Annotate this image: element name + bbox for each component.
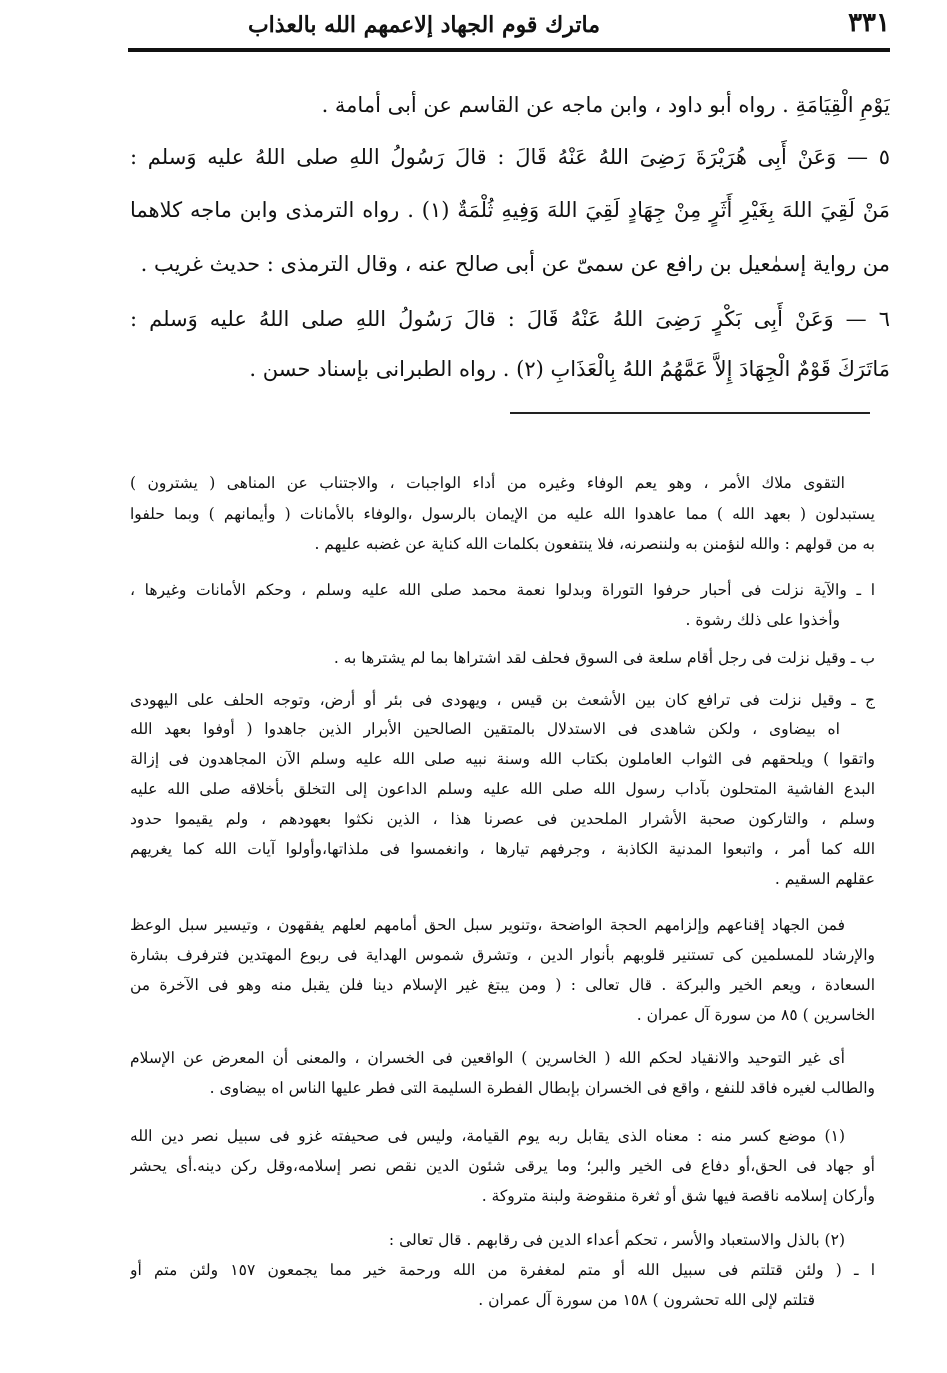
- footnote-line: عقلهم السقيم .: [774, 870, 875, 888]
- footnote-line: والطالب لغيره فاقد للنفع ، واقع فى الخسران بإبطال الفطرة السليمة التى فطر عليها الناس اه بيضاوى .: [209, 1079, 875, 1097]
- footnote-line: الخاسرين ) ٨٥ من سورة آل عمران .: [636, 1006, 875, 1024]
- text-line: مَنْ لَقِيَ اللهَ بِغَيْرِ أَثَرٍ مِنْ جِهَادٍ لَقِيَ اللهَ وَفِيهِ ثُلْمَةٌ (١) . رواه الترمذى وابن ماجه كلاهما: [130, 198, 890, 222]
- footnote-line: ب ـ وقيل نزلت فى رجل أقام سلعة فى السوق فحلف لقد اشتراها بما لم يشترها به .: [333, 649, 875, 667]
- footnote-line: الله كما أمر ، واتبعوا المدنية الكاذبة ، وجرفهم تيارها ، وانغمسوا فى ملذاتها،وأولوا آيات الله كما يغريهم: [130, 840, 875, 858]
- footnote-line: يستبدلون ( بعهد الله ) مما عاهدوا الله عليه من الإيمان بالرسول ،والوفاء بالأمانات ( وأيمانهم ) وبما حلفوا: [130, 505, 875, 523]
- footnote-line: ج ـ وقيل نزلت فى ترافع كان بين الأشعث بن قيس ، ويهودى فى بئر أو أرض، وتوجه الحلف على اليهودى: [130, 691, 875, 709]
- footnote-line: السعادة ، ويعم الخير والبركة . قال تعالى : ( ومن يبتغ غير الإسلام دينا فلن يقبل منه وهو فى الآخرة من: [130, 976, 875, 994]
- footnote-line: ا ـ ( ولئن قتلتم فى سبيل الله أو متم لمغفرة من الله ورحمة خير مما يجمعون ١٥٧ ولئن متم أو: [130, 1261, 875, 1279]
- footnote-line: (١) موضع كسر منه : معناه الذى يقابل ربه يوم القيامة، وليس فى صحيفته غزو فى سبيل نصر دين الله: [130, 1127, 845, 1145]
- footnote-line: وأخذوا على ذلك رشوة .: [685, 611, 840, 629]
- footnote-line: (٢) بالذل والاستعباد والأسر ، تحكم أعداء الدين فى رقابهم . قال تعالى :: [388, 1231, 845, 1249]
- text-line: ٥ — وَعَنْ أَبِى هُرَيْرَةَ رَضِىَ اللهُ عَنْهُ قَالَ : قالَ رَسُولُ اللهِ صلى اللهُ عليه وَسلم :: [130, 145, 890, 169]
- text-line: من رواية إسمٰعيل بن رافع عن سمىّ عن أبى صالح عنه ، وقال الترمذى : حديث غريب .: [140, 252, 890, 276]
- footnote-line: البدع الفاشية المتحلون بآداب رسول الله صلى الله عليه وسلم الداعون إلى التخلق بأخلاقه صلى الله عليه: [130, 780, 875, 798]
- page-header: [130, 8, 890, 48]
- footnote-line: أو جهاد فى الحق،أو دفاع فى الخير والبر؛ وما يرقى شئون الدين نقص نصر إسلامه،وقل ركن دينه.أى يحشر: [130, 1157, 875, 1175]
- footnote-line: وأركان إسلامه ناقصة فيها شق أو ثغرة منقوضة ولبنة متروكة .: [481, 1187, 875, 1205]
- footnote-line: قتلتم لإلى الله تحشرون ) ١٥٨ من سورة آل عمران .: [478, 1291, 815, 1309]
- footnote-line: وسلم ، والتاركون صحبة الأشرار الملحدين فى عصرنا هذا ، الذين نكثوا بعهودهم ، ولم يقيموا حدود: [130, 810, 875, 828]
- text-line: يَوْمِ الْقِيَامَةِ . رواه أبو داود ، وابن ماجه عن القاسم عن أبى أمامة .: [321, 93, 890, 117]
- text-line: مَاتَرَكَ قَوْمٌ الْجِهَادَ إِلاَّ عَمَّهُمُ اللهُ بِالْعَذَابِ (٢) . رواه الطبرانى بإسناد حسن .: [249, 357, 890, 381]
- footnote-line: فمن الجهاد إقناعهم وإلزامهم الحجة الواضحة ،وتنوير سبل الحق أمامهم لعلهم يفقهون ، وتيسير سبل الوعظ: [130, 916, 845, 934]
- running-title: ماترك قوم الجهاد إلاعمهم الله بالعذاب: [247, 12, 600, 38]
- footnote-separator: [510, 412, 870, 414]
- footnote-line: والإرشاد للمسلمين كى تستنير قلوبهم بأنوار الدين ، وتشرق شموس الهداية فى ربوع المهتدين فترفرف بشارة: [130, 946, 875, 964]
- footnote-line: به من قولهم : والله لنؤمنن به ولننصرنه، فلا ينتفعون بكلمات الله كناية عن غضبه عليهم .: [314, 535, 875, 553]
- page-number: ٣٣١: [848, 8, 890, 38]
- text-line: ٦ — وَعَنْ أَبِى بَكْرٍ رَضِىَ اللهُ عَنْهُ قَالَ : قالَ رَسُولُ اللهِ صلى اللهُ عليه وَسلم :: [130, 307, 890, 331]
- footnote-line: ا ـ والآية نزلت فى أحبار حرفوا التوراة وبدلوا نعمة محمد صلى الله عليه وسلم ، وحكم الأمانات وغيرها ،: [130, 581, 875, 599]
- footnote-line: واتقوا ) ويلحقهم فى الثواب العاملون بكتاب الله وسنة نبيه صلى الله عليه وسلم الآن المجاهدون فى إزالة: [130, 750, 875, 768]
- footnote-line: أى غير التوحيد والانقياد لحكم الله ( الخاسرين ) الواقعين فى الخسران ، والمعنى أن المعرض عن الإسلام: [130, 1049, 845, 1067]
- footnote-line: التقوى ملاك الأمر ، وهو يعم الوفاء وغيره من أداء الواجبات ، والاجتناب عن المناهى ( يشترون ): [130, 474, 845, 492]
- header-rule: [128, 48, 890, 52]
- footnote-line: اه بيضاوى ، ولكن شاهدى فى الاستدلال بالمتقين الصالحين الأبرار الذين جاهدوا ( أوفوا بعهد الله: [130, 720, 840, 738]
